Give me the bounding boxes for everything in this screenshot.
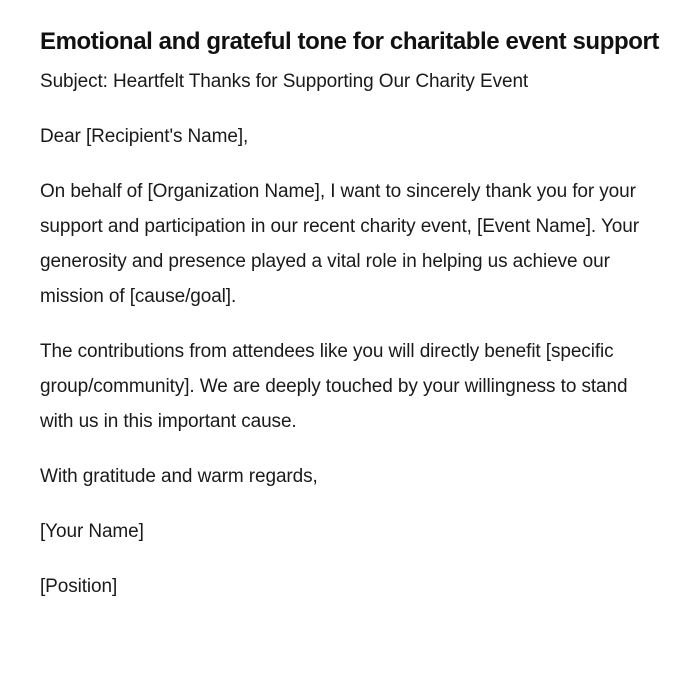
greeting: Dear [Recipient's Name], (40, 126, 249, 147)
signature-name: [Your Name] (40, 521, 144, 542)
body-paragraph-1: On behalf of [Organization Name], I want to sincerely thank you for your support and participation in our recent charity event, [Event Name]. Your generosity and presence played a vital role in helping us achieve our mission of [cause/goal]. (40, 181, 639, 307)
body-paragraph-2: The contributions from attendees like you will directly benefit [specific group/community]. We are deeply touched by your willingness to stand with us in this important cause. (40, 341, 628, 432)
closing: With gratitude and warm regards, (40, 466, 318, 487)
email-subject: Subject: Heartfelt Thanks for Supporting Our Charity Event (40, 71, 529, 92)
signature-position: [Position] (40, 576, 118, 597)
document-title: Emotional and grateful tone for charitable event support (40, 28, 660, 55)
